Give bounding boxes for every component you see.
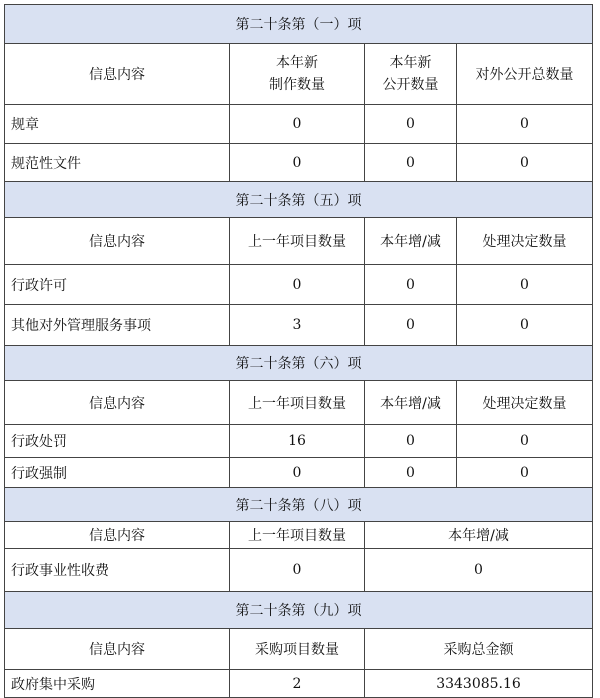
cell-value: 0: [457, 425, 593, 458]
row-label: 行政许可: [5, 265, 230, 305]
cell-value: 0: [457, 105, 593, 144]
header-info-content: 信息内容: [5, 629, 230, 670]
column-header-row: [5, 381, 593, 425]
row-label: 行政强制: [5, 458, 230, 488]
cell-value: 0: [365, 458, 457, 488]
row-label: 行政事业性收费: [5, 549, 230, 592]
section-header-row: [5, 182, 593, 218]
row-label: 行政处罚: [5, 425, 230, 458]
header-last-year-count: 上一年项目数量: [230, 218, 365, 265]
table-row: [5, 105, 593, 144]
cell-value: 0: [230, 105, 365, 144]
header-change: 本年增/减: [365, 522, 593, 549]
table-row: [5, 458, 593, 488]
header-info-content: 信息内容: [5, 218, 230, 265]
cell-value: 0: [457, 305, 593, 346]
header-total-published-count: 对外公开总数量: [457, 44, 593, 105]
cell-value: 0: [365, 425, 457, 458]
column-header-row: [5, 522, 593, 549]
cell-value: 3: [230, 305, 365, 346]
section-title: 第二十条第（九）项: [5, 592, 593, 629]
section-title: 第二十条第（一）项: [5, 5, 593, 44]
cell-value: 0: [365, 305, 457, 346]
cell-value: 0: [365, 105, 457, 144]
header-purchase-amount: 采购总金额: [365, 629, 593, 670]
section-header-row: [5, 5, 593, 44]
table-row: [5, 425, 593, 458]
table-row: [5, 305, 593, 346]
header-info-content: 信息内容: [5, 44, 230, 105]
column-header-row: [5, 629, 593, 670]
header-decision-count: 处理决定数量: [457, 218, 593, 265]
disclosure-table: [4, 4, 593, 698]
section-title: 第二十条第（八）项: [5, 488, 593, 522]
cell-value: 16: [230, 425, 365, 458]
section-title: 第二十条第（六）项: [5, 346, 593, 381]
table-row: [5, 670, 593, 698]
column-header-row: [5, 44, 593, 105]
cell-value: 0: [457, 458, 593, 488]
header-change: 本年增/减: [365, 218, 457, 265]
cell-value: 0: [230, 144, 365, 182]
header-last-year-count: 上一年项目数量: [230, 381, 365, 425]
row-label: 规章: [5, 105, 230, 144]
header-new-made-count: 本年新 制作数量: [230, 44, 365, 105]
cell-value: 0: [365, 144, 457, 182]
cell-value: 0: [457, 265, 593, 305]
section-header-row: [5, 488, 593, 522]
header-change: 本年增/减: [365, 381, 457, 425]
header-last-year-count: 上一年项目数量: [230, 522, 365, 549]
table-row: [5, 144, 593, 182]
cell-value: 2: [230, 670, 365, 698]
cell-value: 0: [457, 144, 593, 182]
header-info-content: 信息内容: [5, 381, 230, 425]
section-header-row: [5, 592, 593, 629]
cell-value: 3343085.16: [365, 670, 593, 698]
table-row: [5, 549, 593, 592]
cell-value: 0: [230, 549, 365, 592]
cell-value: 0: [365, 549, 593, 592]
section-header-row: [5, 346, 593, 381]
row-label: 政府集中采购: [5, 670, 230, 698]
header-purchase-count: 采购项目数量: [230, 629, 365, 670]
cell-value: 0: [230, 458, 365, 488]
cell-value: 0: [230, 265, 365, 305]
row-label: 其他对外管理服务事项: [5, 305, 230, 346]
header-new-published-count: 本年新 公开数量: [365, 44, 457, 105]
table-row: [5, 265, 593, 305]
column-header-row: [5, 218, 593, 265]
section-title: 第二十条第（五）项: [5, 182, 593, 218]
header-info-content: 信息内容: [5, 522, 230, 549]
cell-value: 0: [365, 265, 457, 305]
row-label: 规范性文件: [5, 144, 230, 182]
header-decision-count: 处理决定数量: [457, 381, 593, 425]
